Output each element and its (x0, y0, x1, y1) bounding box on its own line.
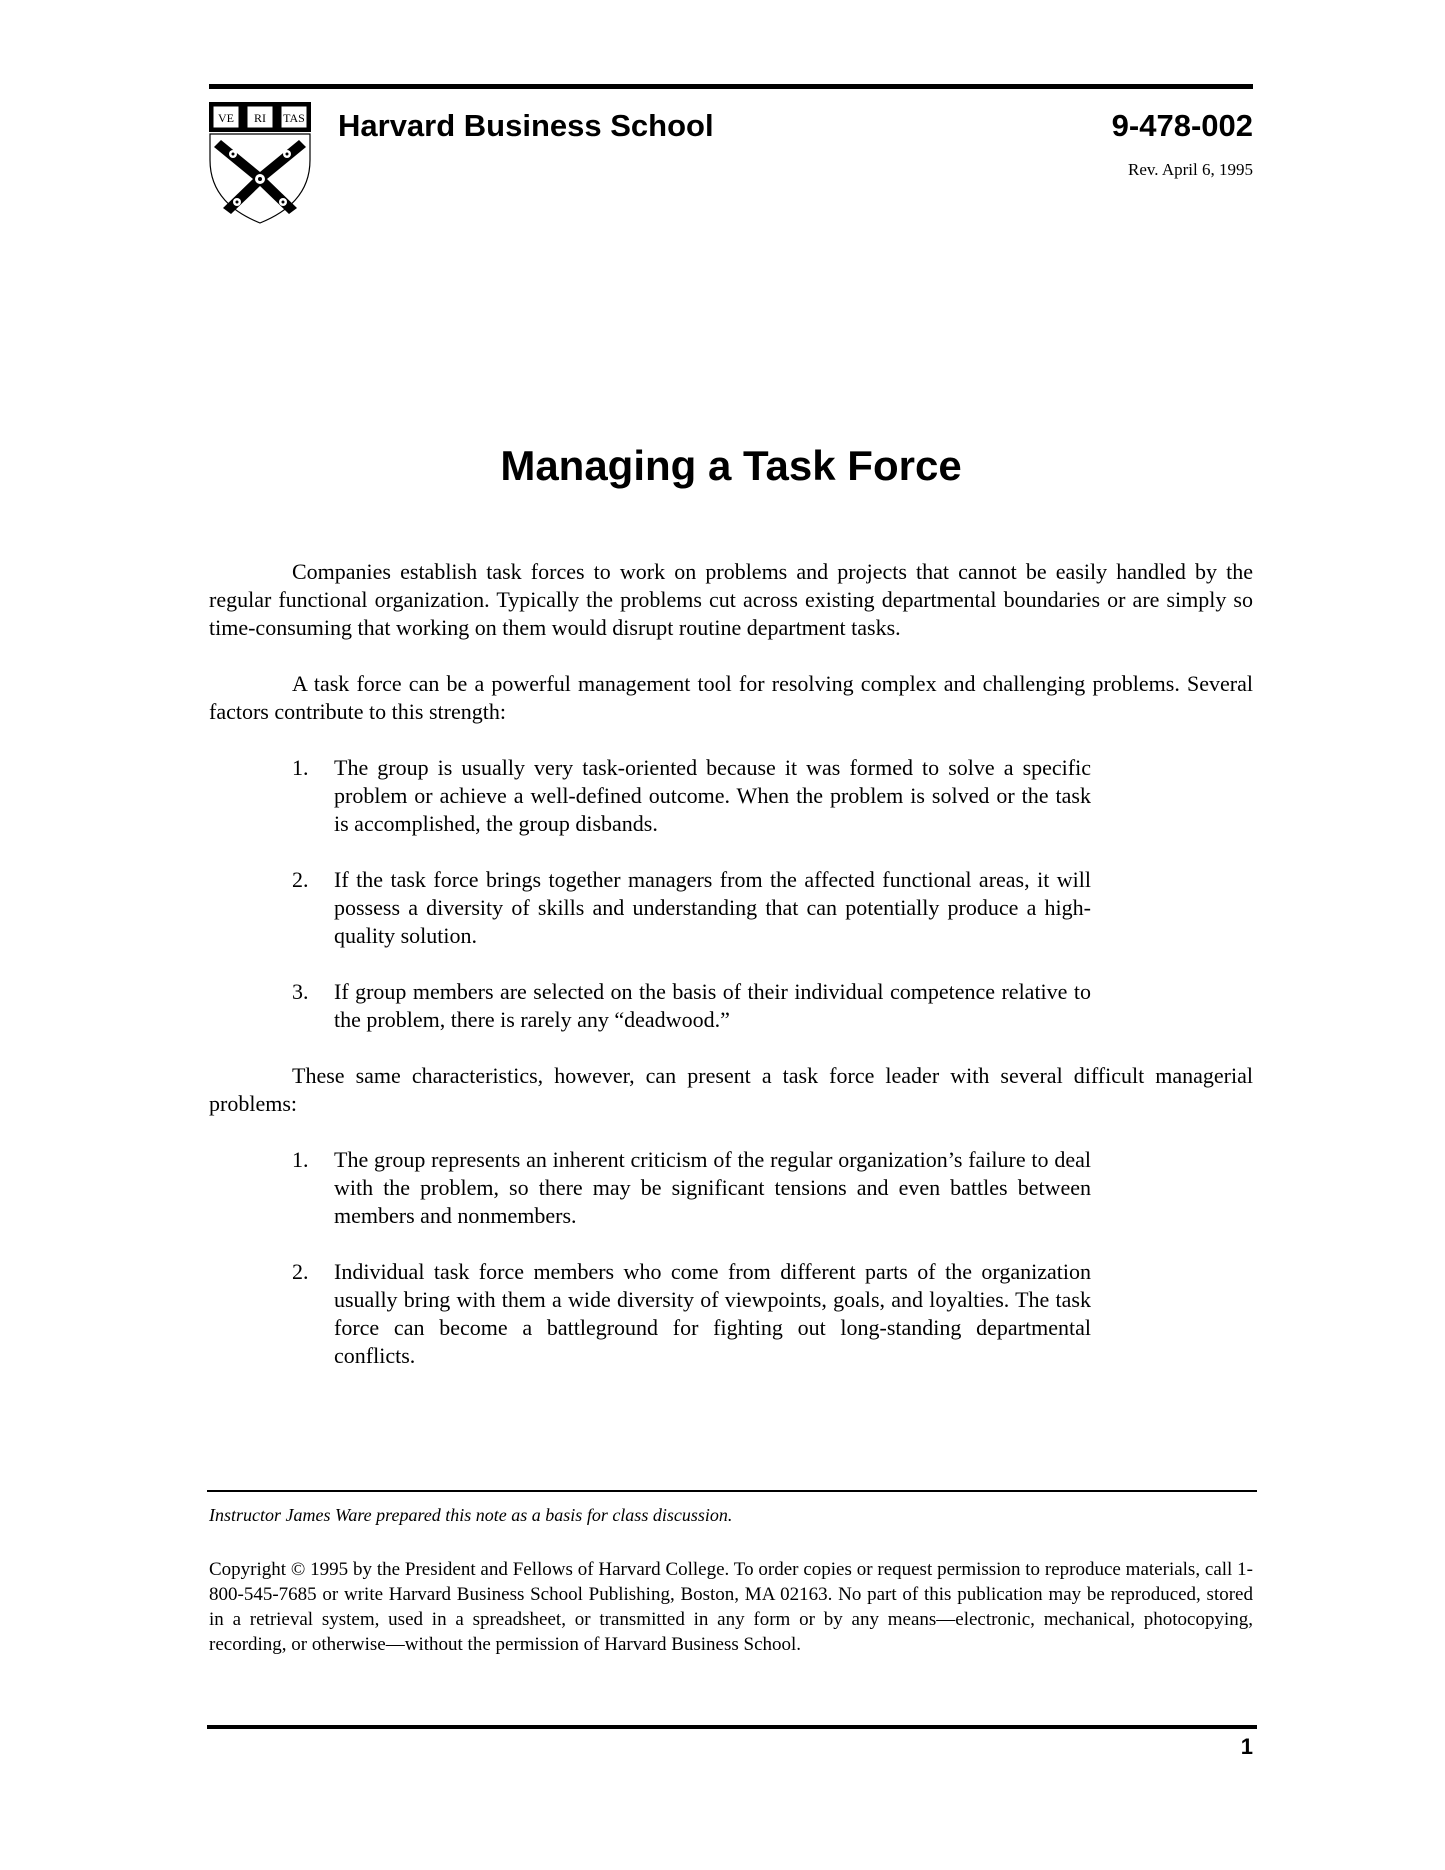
prepared-note: Instructor James Ware prepared this note as a basis for class discussion. (209, 1505, 733, 1525)
list-item (209, 866, 1091, 950)
list-item-number: 2. (292, 1259, 309, 1284)
copyright-notice: Copyright © 1995 by the President and Fellows of Harvard College. To order copies or request permission to reproduce materials, call 1-800-545-7685 or write Harvard Business School Publishing, Boston, MA 02163. No part of this publication may be reproduced, stored in a retrieval system, used in a spreadsheet, or transmitted in any form or by any means—electronic, mechanical, photocopying, recording, or otherwise—without the permission of Harvard Business School. (209, 1559, 1253, 1655)
list-item-text: If the task force brings together managers from the affected functional areas, it will possess a diversity of skills and understanding that can potentially produce a high-quality solution. (334, 867, 1091, 948)
list-item (209, 754, 1091, 838)
list-item (209, 1146, 1091, 1230)
svg-text:VE: VE (218, 111, 234, 125)
svg-text:RI: RI (254, 111, 266, 125)
list-item-number: 3. (292, 979, 309, 1004)
school-name: Harvard Business School (338, 108, 714, 143)
list-item-number: 2. (292, 867, 309, 892)
bottom-rule (207, 1725, 1257, 1729)
footer-rule (207, 1490, 1257, 1492)
list-item-text: If group members are selected on the basis of their individual competence relative to the problem, there is rarely any “deadwood.” (334, 979, 1091, 1032)
paragraph-intro: Companies establish task forces to work on problems and projects that cannot be easily handled by the regular functional organization. Typically the problems cut across existing departmental boundaries or are simply so time-consuming that working on them would disrupt routine department tasks. (209, 559, 1253, 640)
document-title: Managing a Task Force (500, 442, 962, 489)
list-item-text: The group is usually very task-oriented because it was formed to solve a specific problem or achieve a well-defined outcome. When the problem is solved or the task is accomplished, the group disbands. (334, 755, 1091, 836)
paragraph-strengths-intro: A task force can be a powerful management tool for resolving complex and challenging problems. Several factors contribute to this strength: (209, 671, 1253, 724)
problems-list (209, 1146, 1253, 1370)
list-item-number: 1. (292, 755, 309, 780)
list-item (209, 978, 1091, 1034)
list-item (209, 1258, 1091, 1370)
top-rule (209, 84, 1253, 89)
document-body (209, 558, 1253, 1398)
document-number: 9-478-002 (1111, 108, 1253, 143)
revision-date: Rev. April 6, 1995 (1128, 160, 1253, 179)
list-item-text: The group represents an inherent criticism of the regular organization’s failure to deal with the problem, so there may be significant tensions and even battles between members and nonmembers. (334, 1147, 1091, 1228)
list-item-number: 1. (292, 1147, 309, 1172)
paragraph-problems-intro: These same characteristics, however, can present a task force leader with several difficult managerial problems: (209, 1063, 1253, 1116)
strengths-list (209, 754, 1253, 1034)
svg-text:TAS: TAS (283, 111, 305, 125)
page-number: 1 (1240, 1734, 1253, 1759)
hbs-shield-logo (209, 102, 311, 224)
list-item-text: Individual task force members who come from different parts of the organization usually bring with them a wide diversity of viewpoints, goals, and loyalties. The task force can become a battleground for fighting out long-standing departmental conflicts. (334, 1259, 1091, 1368)
